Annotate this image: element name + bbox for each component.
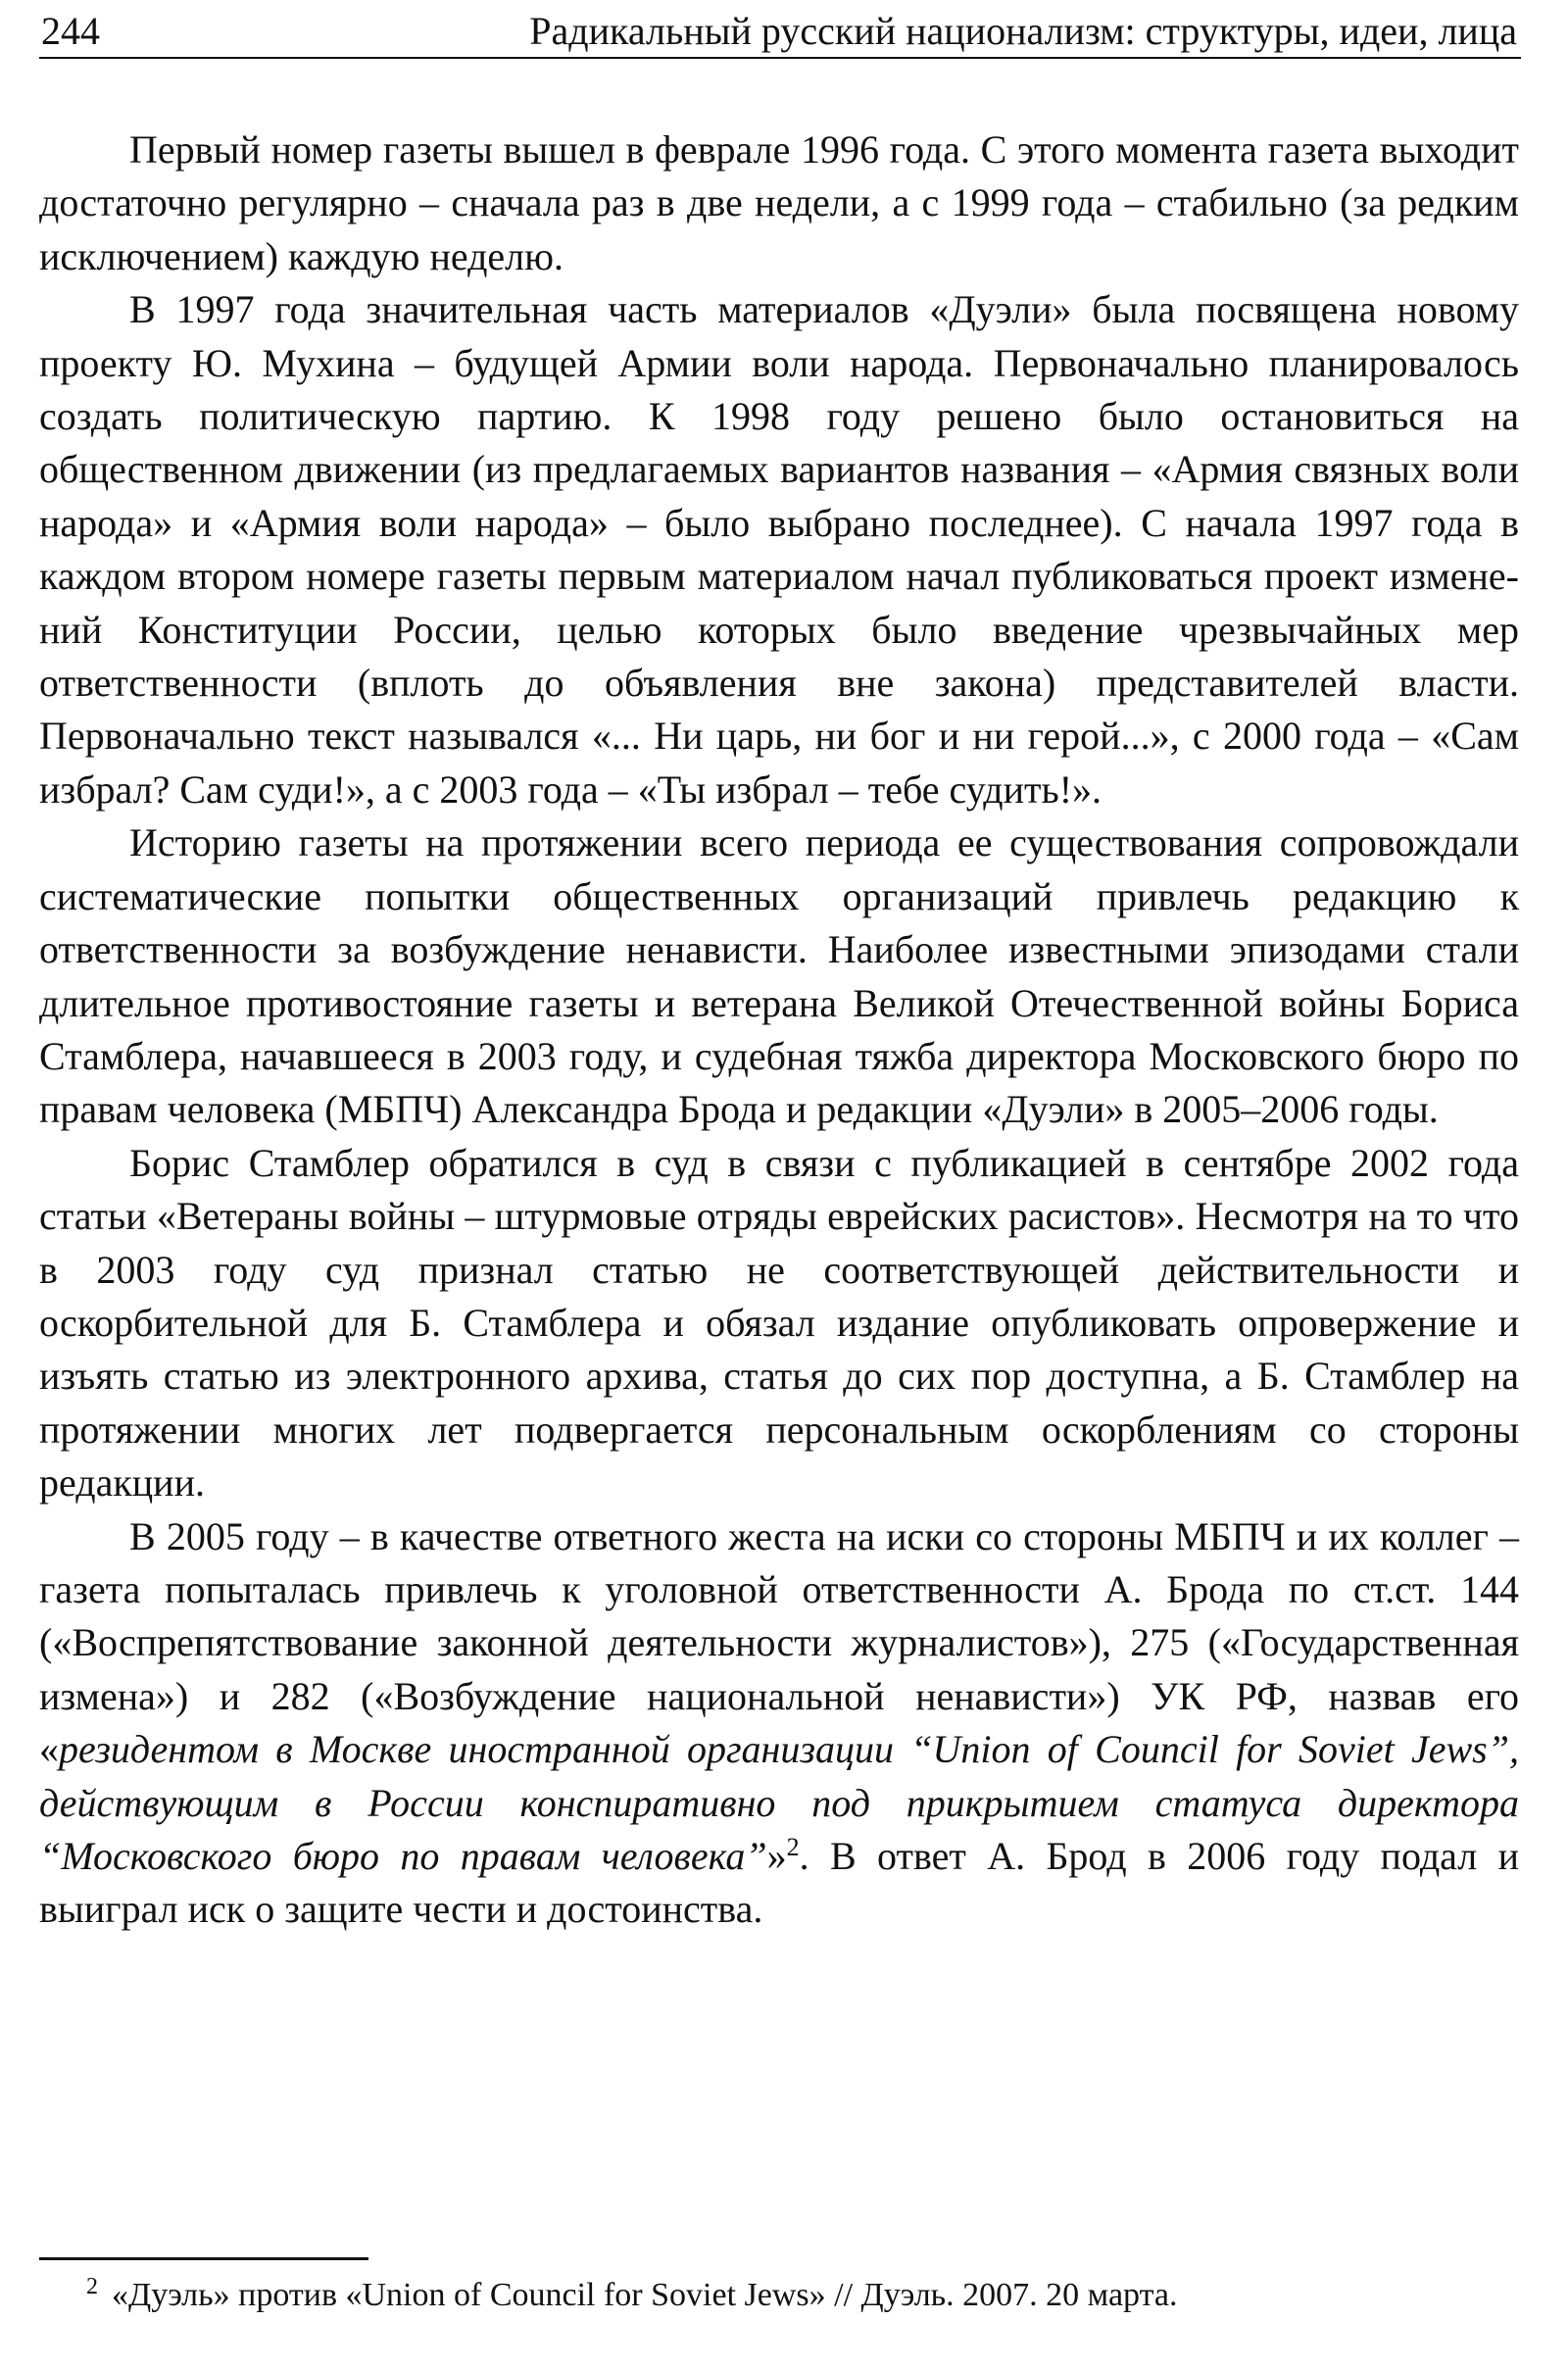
running-head: Радикальный русский национализм: структуры, идеи, лица: [529, 9, 1517, 53]
page-header: [39, 6, 1521, 59]
footnote-marker: 2: [86, 2274, 98, 2299]
footnote: [86, 2274, 1517, 2317]
paragraph-3: Историю газеты на протяжении всего периода ее существования сопровождали систематические попытки общественных организаций привлечь редакцию к ответственности за возбуждение ненависти. Наиболее известными эпизодами стали длительное противостояние газеты и ветерана Великой Отечественной войны Бориса Стамблера, начавшееся в 2003 году, и судебная тяжба директора Московского бюро по правам человека (МБПЧ) Александра Брода и редакции «Дуэли» в 2005–2006 годы.: [39, 820, 1519, 1132]
main-text: [39, 123, 1519, 1937]
footnote-divider: [39, 2257, 368, 2260]
paragraph-5-italic-quote: резидентом в Москве иностранной организации “Union of Council for Soviet Jews”, действующим в России конспиративно под прикрытием статуса директора “Московского бюро по правам человека”: [39, 1727, 1519, 1878]
paragraph-4: Борис Стамблер обратился в суд в связи с публикацией в сентябре 2002 года статьи «Ветераны войны – штурмовые отряды еврейских расистов». Несмотря на то что в 2003 году суд признал статью не соответствующей действительности и оскорбительной для Б. Стамблера и обязал издание опубликовать опровержение и изъять статью из электронного архива, статья до сих пор доступна, а Б. Стамблер на протяжении многих лет подвергается персональным оскорблениям со стороны редакции.: [39, 1140, 1519, 1506]
paragraph-1: Первый номер газеты вышел в феврале 1996 года. С этого момента газета выходит достаточно регулярно – сначала раз в две недели, а с 1999 года – стабильно (за редким исключением) каждую неделю.: [39, 127, 1519, 278]
page-number: 244: [41, 9, 100, 53]
paragraph-5-text-a: В 2005 году – в качестве ответного жеста на иски со стороны МБПЧ и их коллег – газета попыталась привлечь к уголовной ответственности А. Брода по ст.ст. 144 («Воспрепятствование законной деятельности журналистов»), 275 («Государственная измена») и 282 («Возбуждение национальной ненависти») УК РФ, назвав его «: [39, 1513, 1519, 1772]
footnote-text: «Дуэль» против «Union of Council for Soviet Jews» // Дуэль. 2007. 20 марта.: [112, 2277, 1178, 2313]
paragraph-5-text-b: . В ответ А. Брод в 2006 году подал и выиграл иск о защите чести и достоинства.: [39, 1834, 1520, 1932]
paragraph-2: В 1997 года значительная часть материалов «Дуэли» была посвящена новому проекту Ю. Мухина – будущей Армии воли народа. Первоначально планировалось создать политическую партию. К 1998 году решено было остановиться на общественном движении (из предлагаемых вариантов названия – «Армия связных воли народа» и «Армия воли народа» – было выбрано последнее). С начала 1997 года в каждом втором номере газеты первым материалом начал публиковаться проект изменений Конституции России, целью которых было введение чрезвычайных мер ответственности (вплоть до объявления вне закона) представителей власти. Первоначально текст назывался «... Ни царь, ни бог и ни герой...», с 2000 года – «Сам избрал? Сам суди!», а с 2003 года – «Ты избрал – тебе судить!».: [39, 287, 1519, 812]
paragraph-5: [39, 1510, 1519, 1937]
paragraph-5-close-quote: »: [766, 1834, 787, 1878]
footnote-reference: 2: [786, 1833, 800, 1861]
